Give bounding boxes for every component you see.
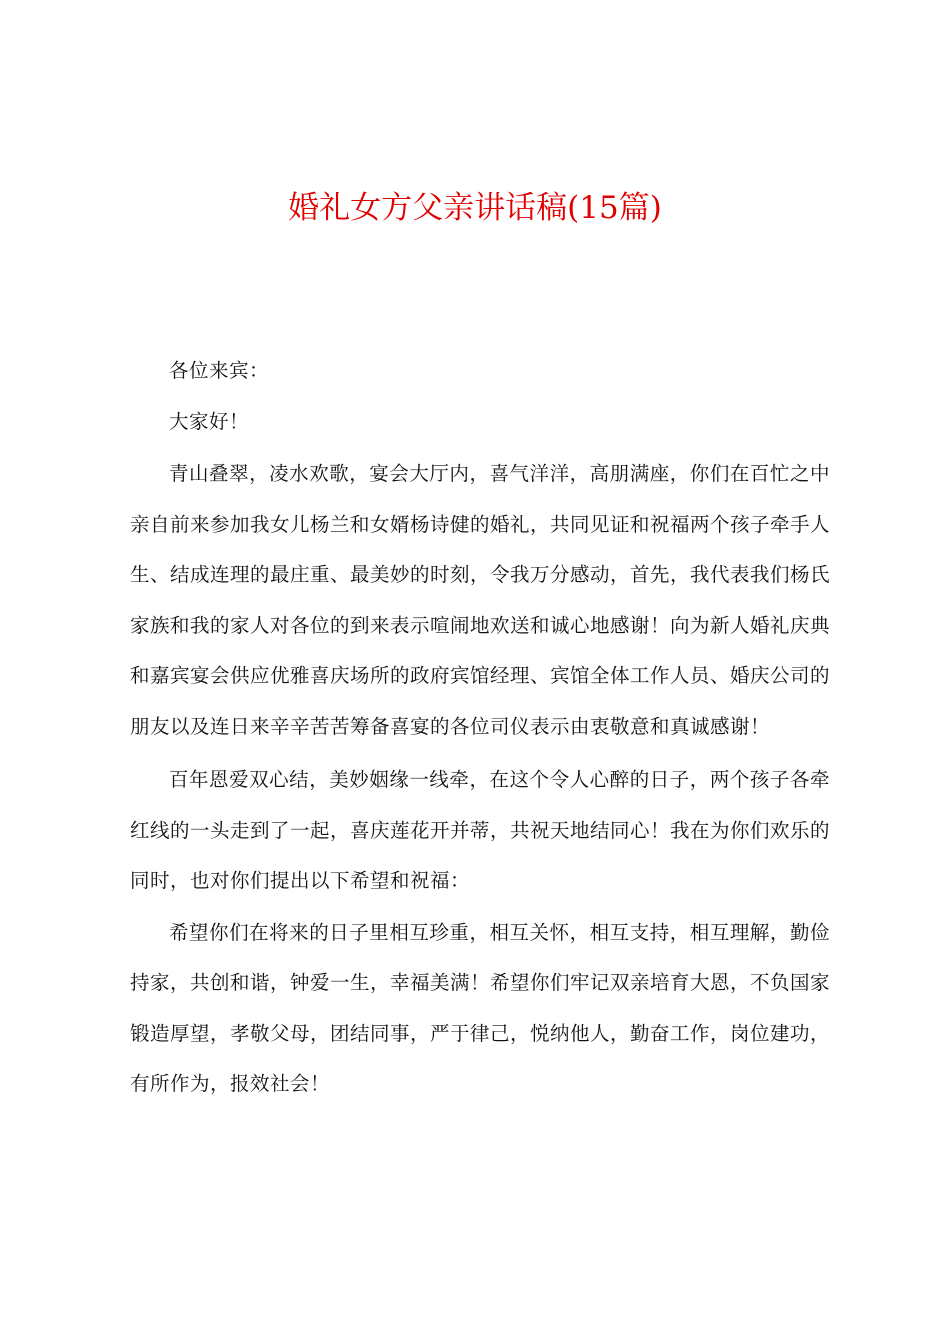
- welcome-paragraph: 青山叠翠，凌水欢歌，宴会大厅内，喜气洋洋，高朋满座，你们在百忙之中亲自前来参加我女儿杨兰和女婿杨诗健的婚礼，共同见证和祝福两个孩子牵手人生、结成连理的最庄重、最美妙的时刻，令我万分感动，首先，我代表我们杨氏家族和我的家人对各位的到来表示喧闹地欢送和诚心地感谢！向为新人婚礼庆典和嘉宾宴会供应优雅喜庆场所的政府宾馆经理、宾馆全体工作人员、婚庆公司的朋友以及连日来辛辛苦苦筹备喜宴的各位司仪表示由衷敬意和真诚感谢！: [130, 462, 831, 738]
- document-title: 婚礼女方父亲讲话稿(15篇): [288, 190, 662, 226]
- hopes-paragraph: 希望你们在将来的日子里相互珍重，相互关怀，相互支持，相互理解，勤俭持家，共创和谐，钟爱一生，幸福美满！希望你们牢记双亲培育大恩，不负国家锻造厚望，孝敬父母，团结同事，严于律己，悦纳他人，勤奋工作，岗位建功，有所作为，报效社会！: [130, 920, 831, 1095]
- blessing-paragraph: 百年恩爱双心结，美妙姻缘一线牵，在这个令人心醉的日子，两个孩子各牵红线的一头走到了一起，喜庆莲花开并蒂，共祝天地结同心！我在为你们欢乐的同时，也对你们提出以下希望和祝福：: [130, 768, 831, 892]
- document-body: [130, 346, 830, 1110]
- greeting-paragraph: 大家好！: [169, 409, 250, 433]
- salutation-paragraph: 各位来宾：: [169, 359, 270, 382]
